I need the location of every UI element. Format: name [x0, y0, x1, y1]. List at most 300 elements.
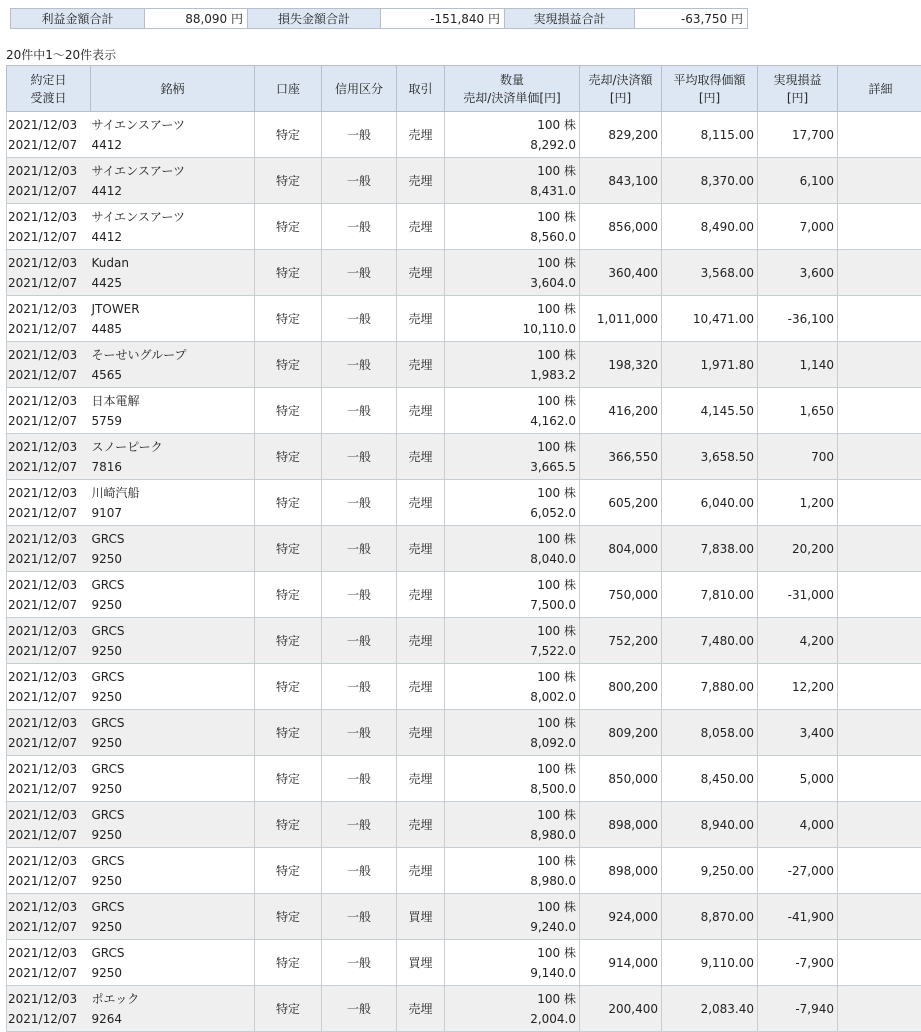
amount-cell: 843,100 [580, 158, 662, 204]
table-row [7, 664, 921, 710]
credit-type-cell: 一般 [322, 710, 397, 756]
quantity: 100 株 [448, 759, 576, 779]
detail-cell [838, 618, 921, 664]
settle-date: 2021/12/07 [8, 641, 88, 661]
account-cell: 特定 [255, 664, 322, 710]
detail-cell [838, 940, 921, 986]
symbol-name: Kudan [92, 253, 252, 273]
quantity-price-cell [445, 112, 580, 158]
transaction-cell: 売埋 [397, 526, 445, 572]
transaction-cell: 売埋 [397, 710, 445, 756]
pnl-cell: 1,650 [758, 388, 838, 434]
unit-price: 9,240.0 [448, 917, 576, 937]
dates-cell [7, 388, 91, 434]
unit-price: 2,004.0 [448, 1009, 576, 1029]
symbol-name: GRCS [92, 805, 252, 825]
settle-date: 2021/12/07 [8, 733, 88, 753]
loss-total-label: 損失金額合計 [248, 9, 381, 29]
detail-cell [838, 480, 921, 526]
header-transaction: 取引 [397, 66, 445, 112]
realized-pnl-total-value: -63,750 円 [635, 9, 748, 29]
detail-cell [838, 986, 921, 1032]
transaction-cell: 買埋 [397, 894, 445, 940]
dates-cell [7, 618, 91, 664]
pnl-cell: 3,400 [758, 710, 838, 756]
quantity-price-cell [445, 480, 580, 526]
table-row [7, 986, 921, 1032]
quantity: 100 株 [448, 897, 576, 917]
symbol-name: GRCS [92, 897, 252, 917]
avg-cost-cell: 8,370.00 [662, 158, 758, 204]
pnl-cell: 5,000 [758, 756, 838, 802]
amount-cell: 200,400 [580, 986, 662, 1032]
trade-date: 2021/12/03 [8, 161, 88, 181]
quantity-price-cell [445, 940, 580, 986]
transaction-cell: 売埋 [397, 434, 445, 480]
unit-price: 8,040.0 [448, 549, 576, 569]
header-amount: 売却/決済額 [582, 71, 659, 89]
avg-cost-cell: 1,971.80 [662, 342, 758, 388]
account-cell: 特定 [255, 618, 322, 664]
avg-cost-cell: 9,250.00 [662, 848, 758, 894]
credit-type-cell: 一般 [322, 342, 397, 388]
settle-date: 2021/12/07 [8, 687, 88, 707]
header-avg-cost-unit: [円] [664, 89, 755, 107]
dates-cell [7, 480, 91, 526]
quantity: 100 株 [448, 483, 576, 503]
detail-cell [838, 250, 921, 296]
symbol-code: 4565 [92, 365, 252, 385]
account-cell: 特定 [255, 572, 322, 618]
symbol-name: GRCS [92, 667, 252, 687]
settle-date: 2021/12/07 [8, 595, 88, 615]
account-cell: 特定 [255, 112, 322, 158]
symbol-cell [91, 158, 255, 204]
quantity: 100 株 [448, 161, 576, 181]
settle-date: 2021/12/07 [8, 1009, 88, 1029]
table-row [7, 434, 921, 480]
quantity: 100 株 [448, 345, 576, 365]
settle-date: 2021/12/07 [8, 319, 88, 339]
quantity-price-cell [445, 388, 580, 434]
symbol-cell [91, 434, 255, 480]
trade-date: 2021/12/03 [8, 621, 88, 641]
pnl-cell: -7,940 [758, 986, 838, 1032]
credit-type-cell: 一般 [322, 526, 397, 572]
credit-type-cell: 一般 [322, 250, 397, 296]
credit-type-cell: 一般 [322, 434, 397, 480]
symbol-code: 9264 [92, 1009, 252, 1029]
header-quantity: 数量 [447, 71, 577, 89]
unit-price: 3,665.5 [448, 457, 576, 477]
symbol-name: サイエンスアーツ [92, 207, 252, 227]
detail-cell [838, 894, 921, 940]
pnl-cell: 12,200 [758, 664, 838, 710]
quantity: 100 株 [448, 115, 576, 135]
amount-cell: 360,400 [580, 250, 662, 296]
quantity: 100 株 [448, 621, 576, 641]
header-detail: 詳細 [838, 66, 921, 112]
symbol-code: 4412 [92, 227, 252, 247]
unit-price: 8,980.0 [448, 825, 576, 845]
quantity-price-cell [445, 342, 580, 388]
account-cell: 特定 [255, 710, 322, 756]
detail-cell [838, 756, 921, 802]
pnl-cell: 4,000 [758, 802, 838, 848]
credit-type-cell: 一般 [322, 112, 397, 158]
transaction-cell: 売埋 [397, 802, 445, 848]
dates-cell [7, 342, 91, 388]
header-avg-cost-cell [662, 66, 758, 112]
amount-cell: 198,320 [580, 342, 662, 388]
symbol-name: ポエック [92, 989, 252, 1009]
realized-pnl-total-label: 実現損益合計 [505, 9, 635, 29]
header-amount-cell [580, 66, 662, 112]
symbol-code: 9250 [92, 549, 252, 569]
header-quantity-price [445, 66, 580, 112]
detail-cell [838, 664, 921, 710]
quantity-price-cell [445, 618, 580, 664]
table-body [7, 112, 921, 1032]
credit-type-cell: 一般 [322, 480, 397, 526]
loss-total-value: -151,840 円 [381, 9, 505, 29]
symbol-code: 7816 [92, 457, 252, 477]
symbol-cell [91, 480, 255, 526]
dates-cell [7, 756, 91, 802]
unit-price: 8,500.0 [448, 779, 576, 799]
symbol-name: GRCS [92, 529, 252, 549]
quantity: 100 株 [448, 989, 576, 1009]
avg-cost-cell: 9,110.00 [662, 940, 758, 986]
trade-date: 2021/12/03 [8, 437, 88, 457]
transaction-cell: 売埋 [397, 618, 445, 664]
quantity-price-cell [445, 802, 580, 848]
symbol-code: 4412 [92, 135, 252, 155]
symbol-code: 9250 [92, 871, 252, 891]
settle-date: 2021/12/07 [8, 457, 88, 477]
dates-cell [7, 112, 91, 158]
credit-type-cell: 一般 [322, 664, 397, 710]
credit-type-cell: 一般 [322, 940, 397, 986]
quantity: 100 株 [448, 299, 576, 319]
avg-cost-cell: 8,490.00 [662, 204, 758, 250]
table-row [7, 342, 921, 388]
credit-type-cell: 一般 [322, 296, 397, 342]
avg-cost-cell: 4,145.50 [662, 388, 758, 434]
dates-cell [7, 434, 91, 480]
transaction-cell: 売埋 [397, 756, 445, 802]
symbol-name: 日本電解 [92, 391, 252, 411]
quantity: 100 株 [448, 529, 576, 549]
table-row [7, 112, 921, 158]
transaction-cell: 売埋 [397, 250, 445, 296]
dates-cell [7, 204, 91, 250]
header-dates [7, 66, 91, 112]
table-row [7, 250, 921, 296]
amount-cell: 809,200 [580, 710, 662, 756]
transaction-cell: 売埋 [397, 480, 445, 526]
trade-date: 2021/12/03 [8, 207, 88, 227]
quantity: 100 株 [448, 667, 576, 687]
symbol-name: そーせいグループ [92, 345, 252, 365]
trade-date: 2021/12/03 [8, 713, 88, 733]
settle-date: 2021/12/07 [8, 917, 88, 937]
symbol-name: GRCS [92, 621, 252, 641]
table-row [7, 388, 921, 434]
unit-price: 7,522.0 [448, 641, 576, 661]
symbol-cell [91, 204, 255, 250]
header-pnl-cell [758, 66, 838, 112]
table-row [7, 158, 921, 204]
account-cell: 特定 [255, 204, 322, 250]
settle-date: 2021/12/07 [8, 273, 88, 293]
pnl-cell: 1,200 [758, 480, 838, 526]
account-cell: 特定 [255, 388, 322, 434]
quantity-price-cell [445, 756, 580, 802]
symbol-cell [91, 112, 255, 158]
transaction-cell: 売埋 [397, 296, 445, 342]
avg-cost-cell: 7,880.00 [662, 664, 758, 710]
avg-cost-cell: 8,115.00 [662, 112, 758, 158]
dates-cell [7, 986, 91, 1032]
quantity: 100 株 [448, 805, 576, 825]
quantity: 100 株 [448, 943, 576, 963]
dates-cell [7, 940, 91, 986]
trade-date: 2021/12/03 [8, 345, 88, 365]
amount-cell: 1,011,000 [580, 296, 662, 342]
transaction-cell: 売埋 [397, 204, 445, 250]
unit-price: 8,560.0 [448, 227, 576, 247]
avg-cost-cell: 2,083.40 [662, 986, 758, 1032]
symbol-cell [91, 250, 255, 296]
amount-cell: 416,200 [580, 388, 662, 434]
quantity: 100 株 [448, 851, 576, 871]
account-cell: 特定 [255, 802, 322, 848]
header-unit-price: 売却/決済単価[円] [447, 89, 577, 107]
dates-cell [7, 802, 91, 848]
pnl-cell: 7,000 [758, 204, 838, 250]
summary-table [10, 8, 748, 29]
pnl-cell: -27,000 [758, 848, 838, 894]
settle-date: 2021/12/07 [8, 549, 88, 569]
symbol-cell [91, 848, 255, 894]
symbol-name: JTOWER [92, 299, 252, 319]
account-cell: 特定 [255, 526, 322, 572]
header-symbol: 銘柄 [91, 66, 255, 112]
table-row [7, 572, 921, 618]
symbol-code: 9250 [92, 825, 252, 845]
symbol-code: 4485 [92, 319, 252, 339]
account-cell: 特定 [255, 848, 322, 894]
pnl-cell: 20,200 [758, 526, 838, 572]
symbol-cell [91, 986, 255, 1032]
realized-pnl-table [6, 65, 921, 1032]
detail-cell [838, 112, 921, 158]
trade-date: 2021/12/03 [8, 897, 88, 917]
credit-type-cell: 一般 [322, 756, 397, 802]
symbol-code: 9250 [92, 733, 252, 753]
symbol-name: スノーピーク [92, 437, 252, 457]
header-credit-type: 信用区分 [322, 66, 397, 112]
quantity-price-cell [445, 296, 580, 342]
symbol-cell [91, 894, 255, 940]
symbol-code: 9250 [92, 963, 252, 983]
unit-price: 1,983.2 [448, 365, 576, 385]
credit-type-cell: 一般 [322, 388, 397, 434]
quantity-price-cell [445, 526, 580, 572]
trade-date: 2021/12/03 [8, 805, 88, 825]
avg-cost-cell: 6,040.00 [662, 480, 758, 526]
avg-cost-cell: 7,838.00 [662, 526, 758, 572]
dates-cell [7, 710, 91, 756]
settle-date: 2021/12/07 [8, 181, 88, 201]
trade-date: 2021/12/03 [8, 299, 88, 319]
symbol-cell [91, 342, 255, 388]
avg-cost-cell: 8,870.00 [662, 894, 758, 940]
header-pnl-unit: [円] [760, 89, 835, 107]
amount-cell: 898,000 [580, 802, 662, 848]
settle-date: 2021/12/07 [8, 227, 88, 247]
trade-date: 2021/12/03 [8, 943, 88, 963]
quantity-price-cell [445, 158, 580, 204]
account-cell: 特定 [255, 434, 322, 480]
symbol-cell [91, 802, 255, 848]
transaction-cell: 売埋 [397, 572, 445, 618]
amount-cell: 856,000 [580, 204, 662, 250]
symbol-code: 9250 [92, 779, 252, 799]
credit-type-cell: 一般 [322, 802, 397, 848]
quantity-price-cell [445, 710, 580, 756]
transaction-cell: 売埋 [397, 388, 445, 434]
dates-cell [7, 894, 91, 940]
transaction-cell: 売埋 [397, 848, 445, 894]
trade-date: 2021/12/03 [8, 529, 88, 549]
settle-date: 2021/12/07 [8, 411, 88, 431]
trade-date: 2021/12/03 [8, 667, 88, 687]
quantity-price-cell [445, 986, 580, 1032]
account-cell: 特定 [255, 940, 322, 986]
detail-cell [838, 526, 921, 572]
trade-date: 2021/12/03 [8, 115, 88, 135]
avg-cost-cell: 8,058.00 [662, 710, 758, 756]
unit-price: 6,052.0 [448, 503, 576, 523]
settle-date: 2021/12/07 [8, 779, 88, 799]
dates-cell [7, 158, 91, 204]
pnl-cell: 4,200 [758, 618, 838, 664]
credit-type-cell: 一般 [322, 204, 397, 250]
result-count-text: 20件中1～20件表示 [6, 46, 116, 63]
symbol-code: 9250 [92, 595, 252, 615]
detail-cell [838, 572, 921, 618]
header-avg-cost: 平均取得価額 [664, 71, 755, 89]
unit-price: 10,110.0 [448, 319, 576, 339]
dates-cell [7, 664, 91, 710]
avg-cost-cell: 8,450.00 [662, 756, 758, 802]
quantity: 100 株 [448, 713, 576, 733]
pnl-cell: 1,140 [758, 342, 838, 388]
symbol-name: GRCS [92, 943, 252, 963]
trade-date: 2021/12/03 [8, 759, 88, 779]
symbol-cell [91, 940, 255, 986]
symbol-cell [91, 618, 255, 664]
header-pnl: 実現損益 [760, 71, 835, 89]
amount-cell: 750,000 [580, 572, 662, 618]
transaction-cell: 売埋 [397, 342, 445, 388]
dates-cell [7, 250, 91, 296]
symbol-cell [91, 388, 255, 434]
trade-date: 2021/12/03 [8, 989, 88, 1009]
settle-date: 2021/12/07 [8, 963, 88, 983]
unit-price: 8,292.0 [448, 135, 576, 155]
account-cell: 特定 [255, 480, 322, 526]
detail-cell [838, 158, 921, 204]
symbol-name: サイエンスアーツ [92, 161, 252, 181]
table-row [7, 296, 921, 342]
symbol-name: 川崎汽船 [92, 483, 252, 503]
transaction-cell: 売埋 [397, 158, 445, 204]
trade-date: 2021/12/03 [8, 253, 88, 273]
credit-type-cell: 一般 [322, 618, 397, 664]
amount-cell: 924,000 [580, 894, 662, 940]
symbol-code: 9250 [92, 917, 252, 937]
unit-price: 8,431.0 [448, 181, 576, 201]
detail-cell [838, 296, 921, 342]
quantity-price-cell [445, 434, 580, 480]
profit-total-label: 利益金額合計 [11, 9, 145, 29]
dates-cell [7, 526, 91, 572]
quantity-price-cell [445, 572, 580, 618]
avg-cost-cell: 3,568.00 [662, 250, 758, 296]
avg-cost-cell: 10,471.00 [662, 296, 758, 342]
header-account: 口座 [255, 66, 322, 112]
account-cell: 特定 [255, 986, 322, 1032]
settle-date: 2021/12/07 [8, 503, 88, 523]
table-row [7, 802, 921, 848]
table-row [7, 618, 921, 664]
quantity-price-cell [445, 848, 580, 894]
table-row [7, 940, 921, 986]
symbol-cell [91, 526, 255, 572]
quantity-price-cell [445, 664, 580, 710]
unit-price: 9,140.0 [448, 963, 576, 983]
dates-cell [7, 296, 91, 342]
avg-cost-cell: 3,658.50 [662, 434, 758, 480]
table-row [7, 894, 921, 940]
avg-cost-cell: 7,480.00 [662, 618, 758, 664]
trade-date: 2021/12/03 [8, 575, 88, 595]
symbol-cell [91, 296, 255, 342]
table-header-row [7, 66, 921, 112]
amount-cell: 914,000 [580, 940, 662, 986]
credit-type-cell: 一般 [322, 848, 397, 894]
avg-cost-cell: 8,940.00 [662, 802, 758, 848]
summary-row [11, 9, 748, 29]
symbol-name: GRCS [92, 851, 252, 871]
quantity-price-cell [445, 894, 580, 940]
detail-cell [838, 388, 921, 434]
transaction-cell: 売埋 [397, 112, 445, 158]
settle-date: 2021/12/07 [8, 135, 88, 155]
pnl-cell: -7,900 [758, 940, 838, 986]
symbol-name: GRCS [92, 759, 252, 779]
header-amount-unit: [円] [582, 89, 659, 107]
quantity: 100 株 [448, 437, 576, 457]
credit-type-cell: 一般 [322, 894, 397, 940]
symbol-cell [91, 710, 255, 756]
transaction-cell: 売埋 [397, 986, 445, 1032]
detail-cell [838, 204, 921, 250]
dates-cell [7, 572, 91, 618]
